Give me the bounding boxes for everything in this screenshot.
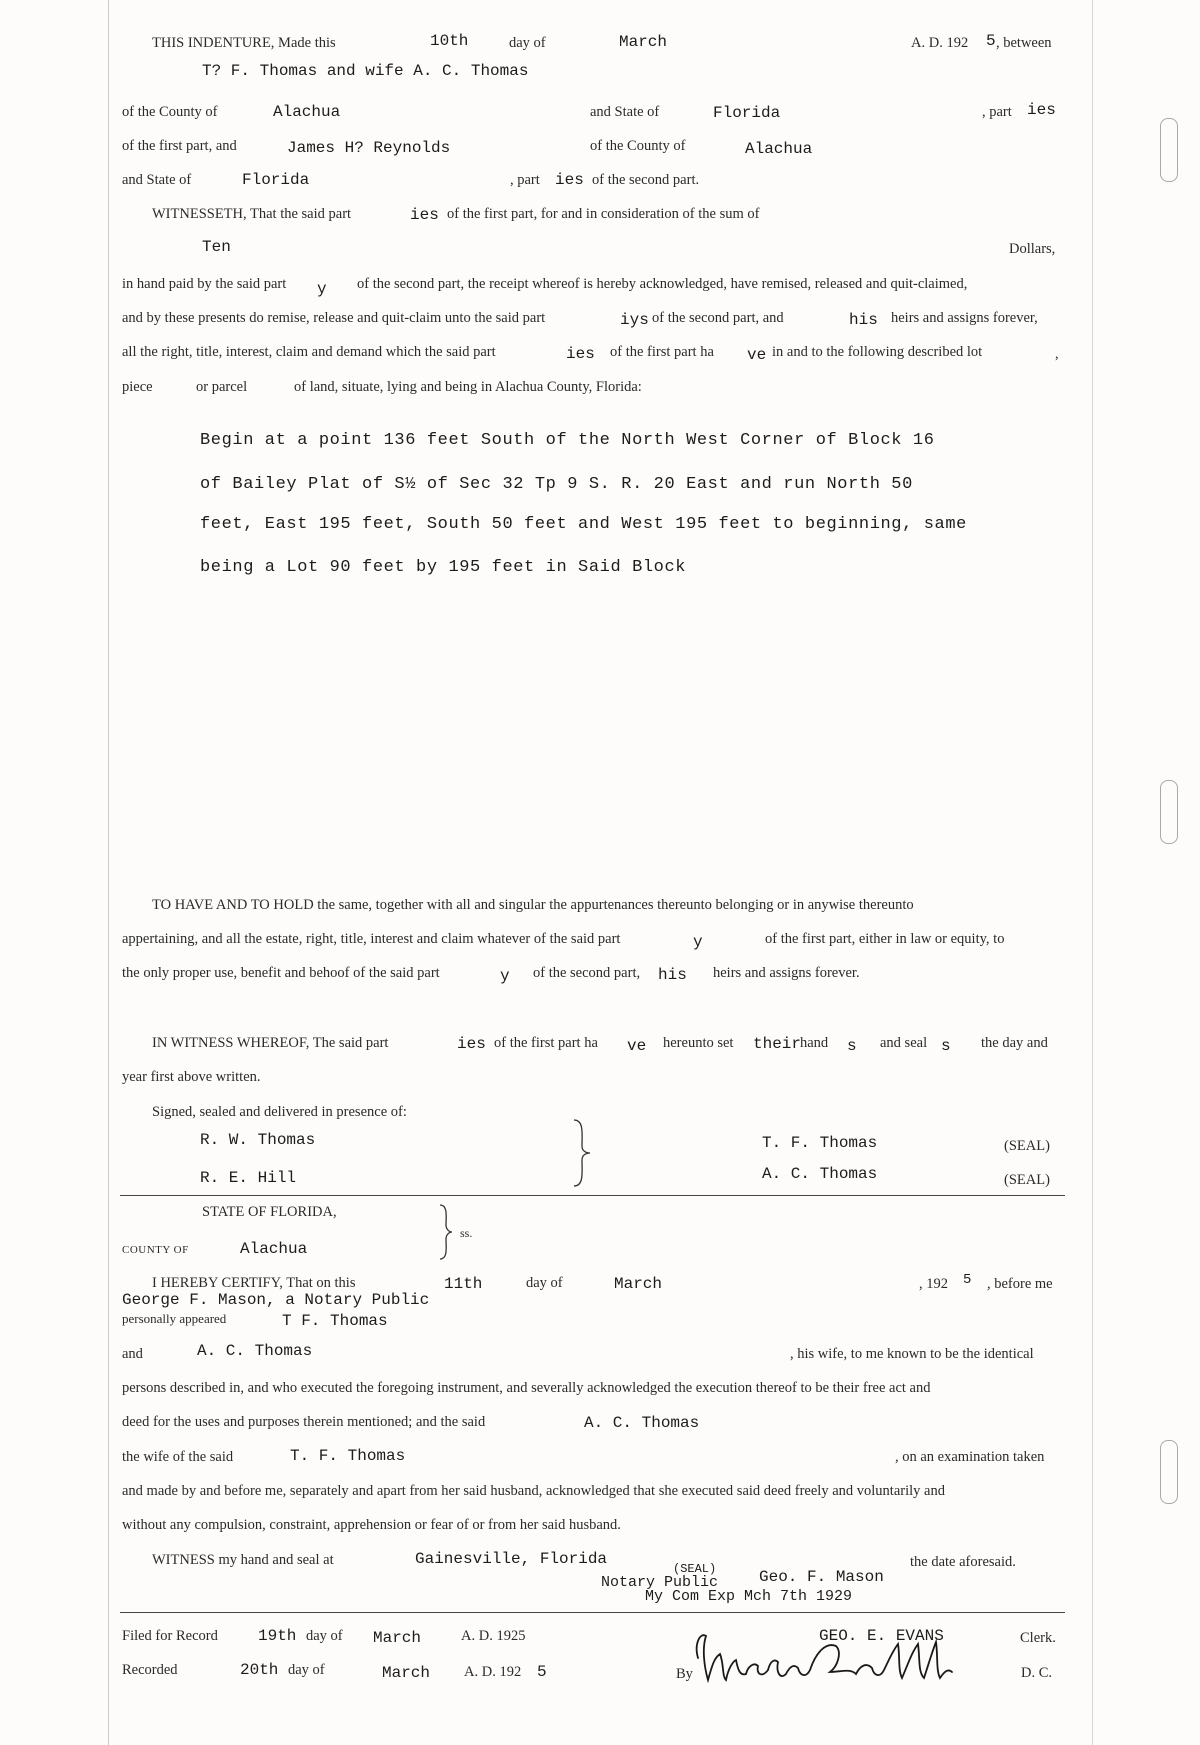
seal-mark-1: (SEAL) (1004, 1138, 1050, 1154)
legal-description-line-2: of Bailey Plat of S½ of Sec 32 Tp 9 S. R. 20 East and run North 50 (200, 475, 913, 494)
receipt-line-a: in hand paid by the said part (122, 276, 287, 292)
witness-have-suffix: ve (627, 1037, 647, 1055)
filed-day-of: day of (306, 1628, 343, 1644)
clerk-name: GEO. E. EVANS (819, 1627, 944, 1645)
recorded-day: 20th (240, 1661, 279, 1679)
county-label-2: of the County of (590, 138, 686, 154)
witness-brace-icon (570, 1118, 592, 1188)
witness-parties-suffix: ies (457, 1035, 486, 1053)
binder-hole-middle (1160, 780, 1178, 844)
notary-officer: George F. Mason, a Notary Public (122, 1291, 430, 1309)
ack-line-6a: the wife of the said (122, 1449, 234, 1465)
in-witness-b: of the first part ha (494, 1035, 598, 1051)
comma-mark: , (1055, 346, 1059, 362)
by-label: By (676, 1666, 693, 1682)
date-aforesaid: the date aforesaid. (910, 1554, 1016, 1570)
binder-hole-top (1160, 118, 1178, 182)
in-witness-f: the day and (981, 1035, 1048, 1051)
their-pronoun: their (753, 1035, 802, 1053)
part-label-2: , part (510, 172, 540, 188)
ack-place: Gainesville, Florida (415, 1550, 608, 1568)
ack-wife-name: A. C. Thomas (584, 1414, 700, 1432)
parties-suffix-2: ies (555, 171, 584, 189)
ack-year-label: , 192 (919, 1276, 948, 1292)
appeared-person-1: T F. Thomas (282, 1312, 388, 1330)
part-label: , part (982, 104, 1012, 120)
habendum-line-3c: heirs and assigns forever. (713, 965, 860, 981)
have-suffix: ve (747, 346, 767, 364)
legal-description-line-3: feet, East 195 feet, South 50 feet and West 195 feet to beginning, same (200, 515, 967, 534)
certify-text: I HEREBY CERTIFY, That on this (152, 1275, 356, 1291)
hand-label: hand (800, 1035, 829, 1051)
personally-appeared: personally appeared (122, 1311, 227, 1326)
clerk-label: Clerk. (1020, 1630, 1056, 1646)
ack-day: 11th (444, 1275, 483, 1293)
piece-label: piece (122, 379, 153, 395)
parties-suffix-3: ies (410, 206, 439, 224)
first-part-and: of the first part, and (122, 138, 237, 154)
grantor-signature-1: T. F. Thomas (762, 1134, 878, 1152)
notary-seal-mark: (SEAL) (673, 1562, 717, 1576)
deputy-clerk-signature-icon (690, 1622, 970, 1692)
consideration-text: of the first part, for and in consideration of the sum of (447, 206, 760, 222)
right-title-line-a: all the right, title, interest, claim and demand which the said part (122, 344, 496, 360)
grantee-name: James H? Reynolds (287, 139, 451, 157)
ack-line-7: and made by and before me, separately and apart from her said husband, acknowledged that she executed said deed freely and voluntarily and (122, 1483, 945, 1499)
record-divider (120, 1612, 1065, 1613)
witness-hand-seal: WITNESS my hand and seal at (152, 1552, 334, 1568)
filed-month: March (373, 1629, 422, 1647)
filed-for-record: Filed for Record (122, 1628, 218, 1644)
legal-description-line-1: Begin at a point 136 feet South of the North West Corner of Block 16 (200, 431, 935, 450)
ack-month: March (614, 1275, 663, 1293)
and-label: and (122, 1346, 143, 1362)
remise-line-c: heirs and assigns forever, (891, 310, 1038, 326)
ack-husband-name: T. F. Thomas (290, 1447, 406, 1465)
notary-public-label: Notary Public (601, 1574, 719, 1591)
day-of-label: day of (509, 35, 546, 51)
binder-hole-bottom (1160, 1440, 1178, 1504)
ack-line-8: without any compulsion, constraint, apprehension or fear of or from her said husband. (122, 1517, 621, 1533)
right-title-line-c: in and to the following described lot (772, 344, 983, 360)
filed-day: 19th (258, 1627, 297, 1645)
in-witness-line-2: year first above written. (122, 1069, 261, 1085)
grantee-county: Alachua (745, 140, 813, 158)
deed-year-digit: 5 (986, 32, 996, 50)
ack-line-6b: , on an examination taken (895, 1449, 1045, 1465)
witnesseth: WITNESSETH, That the said part (152, 206, 352, 222)
deed-month: March (619, 33, 668, 51)
ack-state: STATE OF FLORIDA, (202, 1204, 337, 1220)
left-margin-line (108, 0, 109, 1745)
indenture-intro: THIS INDENTURE, Made this (152, 35, 336, 51)
ack-county-label: COUNTY OF (122, 1244, 189, 1256)
habendum-party-y: y (693, 933, 703, 951)
right-margin-line (1092, 0, 1093, 1745)
ad-label: A. D. 192 (911, 35, 969, 51)
dollars-label: Dollars, (1009, 241, 1056, 257)
parties-suffix: ies (1027, 101, 1056, 119)
ack-year-digit: 5 (963, 1272, 972, 1288)
land-situate-line: of land, situate, lying and being in Alachua County, Florida: (294, 379, 642, 395)
before-me: , before me (987, 1276, 1053, 1292)
party-suffix-iys: iys (620, 311, 649, 329)
legal-description-line-4: being a Lot 90 feet by 195 feet in Said Block (200, 558, 687, 577)
ack-line-4: persons described in, and who executed the foregoing instrument, and severally acknowledged the execution thereof to be their free act and (122, 1380, 931, 1396)
consideration-amount: Ten (202, 238, 231, 256)
his-wife-text: , his wife, to me known to be the identical (790, 1346, 1034, 1362)
dc-label: D. C. (1021, 1665, 1053, 1681)
habendum-line-2a: appertaining, and all the estate, right, title, interest and claim whatever of the said part (122, 931, 621, 947)
habendum-line-3b: of the second part, (533, 965, 641, 981)
state-label-2: and State of (122, 172, 192, 188)
county-label: of the County of (122, 104, 218, 120)
notary-signature: Geo. F. Mason (759, 1568, 884, 1586)
remise-line-a: and by these presents do remise, release and quit-claim unto the said part (122, 310, 546, 326)
filed-ad: A. D. 1925 (461, 1628, 526, 1644)
grantor-signature-2: A. C. Thomas (762, 1165, 878, 1183)
between-label: , between (996, 35, 1052, 51)
parcel-label: or parcel (196, 379, 248, 395)
habendum-line-3a: the only proper use, benefit and behoof of the said part (122, 965, 440, 981)
presence-label: Signed, sealed and delivered in presence of: (152, 1104, 407, 1120)
recorded-year-digit: 5 (537, 1663, 547, 1681)
seal-label: and seal (880, 1035, 928, 1051)
ack-day-of: day of (526, 1275, 563, 1291)
receipt-line-b: of the second part, the receipt whereof is hereby acknowledged, have remised, released and quit-claimed, (357, 276, 968, 292)
grantor-names: T? F. Thomas and wife A. C. Thomas (202, 62, 529, 80)
party-suffix-y: y (317, 280, 327, 298)
in-witness-a: IN WITNESS WHEREOF, The said part (152, 1035, 389, 1051)
seal-mark-2: (SEAL) (1004, 1172, 1050, 1188)
right-title-line-b: of the first part ha (610, 344, 714, 360)
second-part-label: of the second part. (592, 172, 700, 188)
deed-day: 10th (430, 32, 469, 50)
witness-2: R. E. Hill (200, 1169, 297, 1187)
grantee-state: Florida (242, 171, 310, 189)
section-divider (120, 1195, 1065, 1196)
ack-county: Alachua (240, 1240, 308, 1258)
recorded-day-of: day of (288, 1662, 325, 1678)
commission-expiry: My Com Exp Mch 7th 1929 (645, 1588, 853, 1605)
parties-suffix-4: ies (566, 345, 595, 363)
his-pronoun: his (849, 311, 878, 329)
recorded-ad: A. D. 192 (464, 1664, 522, 1680)
hands-suffix: s (847, 1037, 857, 1055)
habendum-line-2b: of the first part, either in law or equity, to (765, 931, 1005, 947)
recorded-month: March (382, 1664, 431, 1682)
seals-suffix: s (941, 1037, 951, 1055)
habendum-his: his (658, 966, 687, 984)
state-label: and State of (590, 104, 660, 120)
recorded-label: Recorded (122, 1662, 178, 1678)
ss-brace-icon (438, 1203, 454, 1261)
remise-line-b: of the second part, and (652, 310, 784, 326)
appeared-person-2: A. C. Thomas (197, 1342, 313, 1360)
ack-line-5a: deed for the uses and purposes therein mentioned; and the said (122, 1414, 486, 1430)
ss-label: ss. (460, 1226, 473, 1240)
witness-1: R. W. Thomas (200, 1131, 316, 1149)
grantor-state: Florida (713, 104, 781, 122)
in-witness-c: hereunto set (663, 1035, 734, 1051)
habendum-party-y-2: y (500, 967, 510, 985)
grantor-county: Alachua (273, 103, 341, 121)
habendum-line-1: TO HAVE AND TO HOLD the same, together with all and singular the appurtenances thereunto belonging or in anywise thereunto (152, 897, 914, 913)
